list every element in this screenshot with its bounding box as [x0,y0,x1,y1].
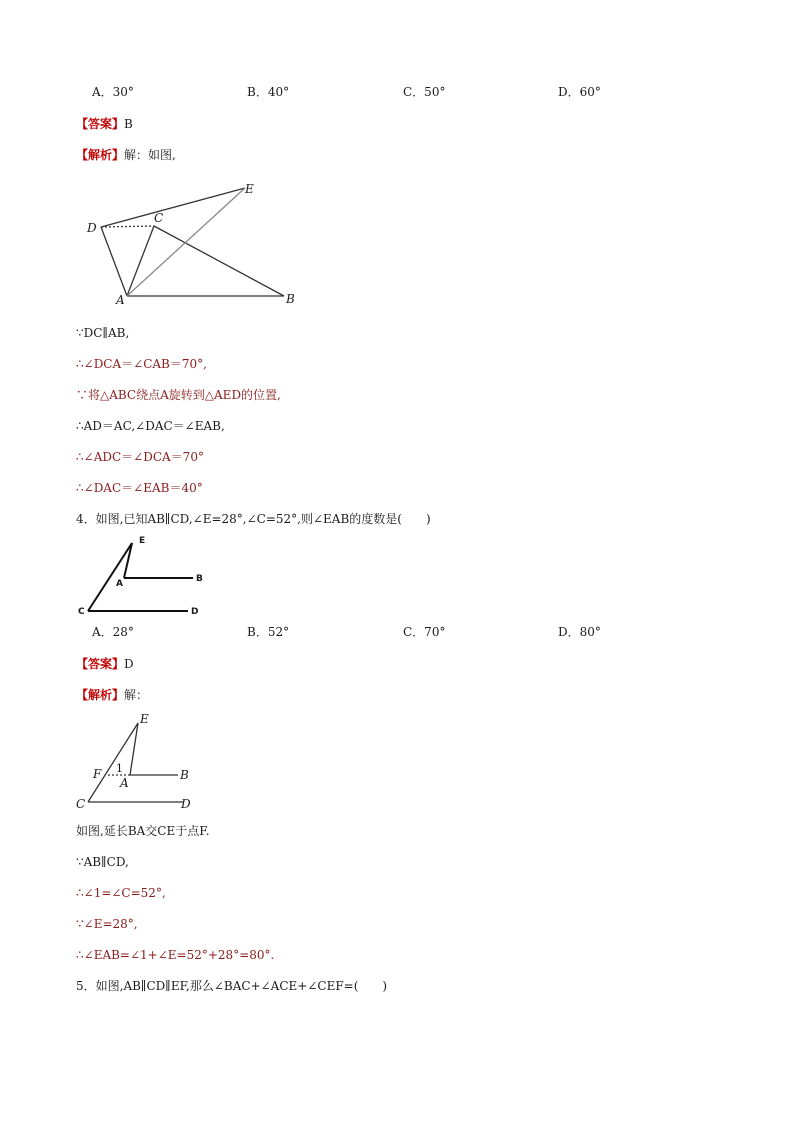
q4a-label-c: C [76,797,86,811]
q4-label-b: B [196,574,203,584]
q4a-label-d: D [181,797,191,811]
q3-option-d: D．60° [558,85,601,99]
q3-step-1: ∵DC∥AB, [76,326,130,340]
q3-option-c: C．50° [403,85,446,99]
q3-seg-ac [127,226,154,296]
q3-seg-da [101,227,127,296]
q4a-seg-ea [130,723,138,775]
q3-step-2: ∴∠DCA＝∠CAB＝70°, [76,357,207,371]
q4-option-d: D．80° [558,625,601,639]
q4-answer-tag: 【答案】 [76,657,125,671]
q4-step-4: ∵∠E=28°, [76,917,138,931]
q3-label-c: C [154,211,164,225]
q3-seg-dc-dotted [101,226,154,227]
q4-label-e: E [139,536,146,546]
q4-answer-value: D [124,657,134,671]
q4-label-a: A [116,579,123,589]
q3-label-b: B [286,292,295,306]
q4-analysis-figure [76,710,216,810]
q4-answer-line [76,656,134,672]
q4-label-c: C [78,607,85,617]
q3-label-a: A [116,293,125,307]
q3-step-4: ∴AD＝AC,∠DAC＝∠EAB, [76,419,225,433]
q3-step-6: ∴∠DAC＝∠EAB＝40° [76,481,203,495]
q4-analysis-line [76,687,148,703]
q4-option-b: B．52° [247,625,290,639]
q4a-label-b: B [180,768,189,782]
q4a-label-f: F [93,767,102,781]
q4a-label-1: 1 [116,762,123,775]
q3-label-e: E [245,182,254,196]
q4-option-c: C．70° [403,625,446,639]
q3-answer-value: B [124,117,133,131]
q4-analysis-intro: 解： [124,688,149,702]
q3-step-3: ∵将△ABC绕点A旋转到△AED的位置, [76,388,281,402]
q3-option-b: B．40° [247,85,290,99]
q4-stem: 4．如图,已知AB∥CD,∠E=28°,∠C=52°,则∠EAB的度数是( ) [76,512,431,526]
q3-step-5: ∴∠ADC＝∠DCA＝70° [76,450,204,464]
q4-label-d: D [191,607,199,617]
q4-step-1: 如图,延长BA交CE于点F. [76,824,210,838]
q4-step-3: ∴∠1=∠C=52°, [76,886,166,900]
q3-answer-line [76,116,133,132]
q3-option-a: A．30° [92,85,134,99]
q5-stem: 5．如图,AB∥CD∥EF,那么∠BAC+∠ACE+∠CEF=( ) [76,979,388,993]
q4-step-2: ∵AB∥CD, [76,855,129,869]
q3-answer-tag: 【答案】 [76,117,125,131]
q4-step-5: ∴∠EAB=∠1+∠E=52°+28°=80°. [76,948,275,962]
q4a-seg-ce [88,723,138,802]
q3-analysis-intro: 解：如图, [124,148,176,162]
q3-seg-cb [154,226,284,296]
q3-label-d: D [87,221,97,235]
q4-analysis-tag: 【解析】 [76,688,125,702]
q3-figure [80,180,320,310]
q4a-label-a: A [120,776,129,790]
q3-analysis-line [76,147,176,163]
q4-figure [76,534,216,618]
q4a-label-e: E [140,712,149,726]
q4-option-a: A．28° [92,625,134,639]
q3-analysis-tag: 【解析】 [76,148,125,162]
